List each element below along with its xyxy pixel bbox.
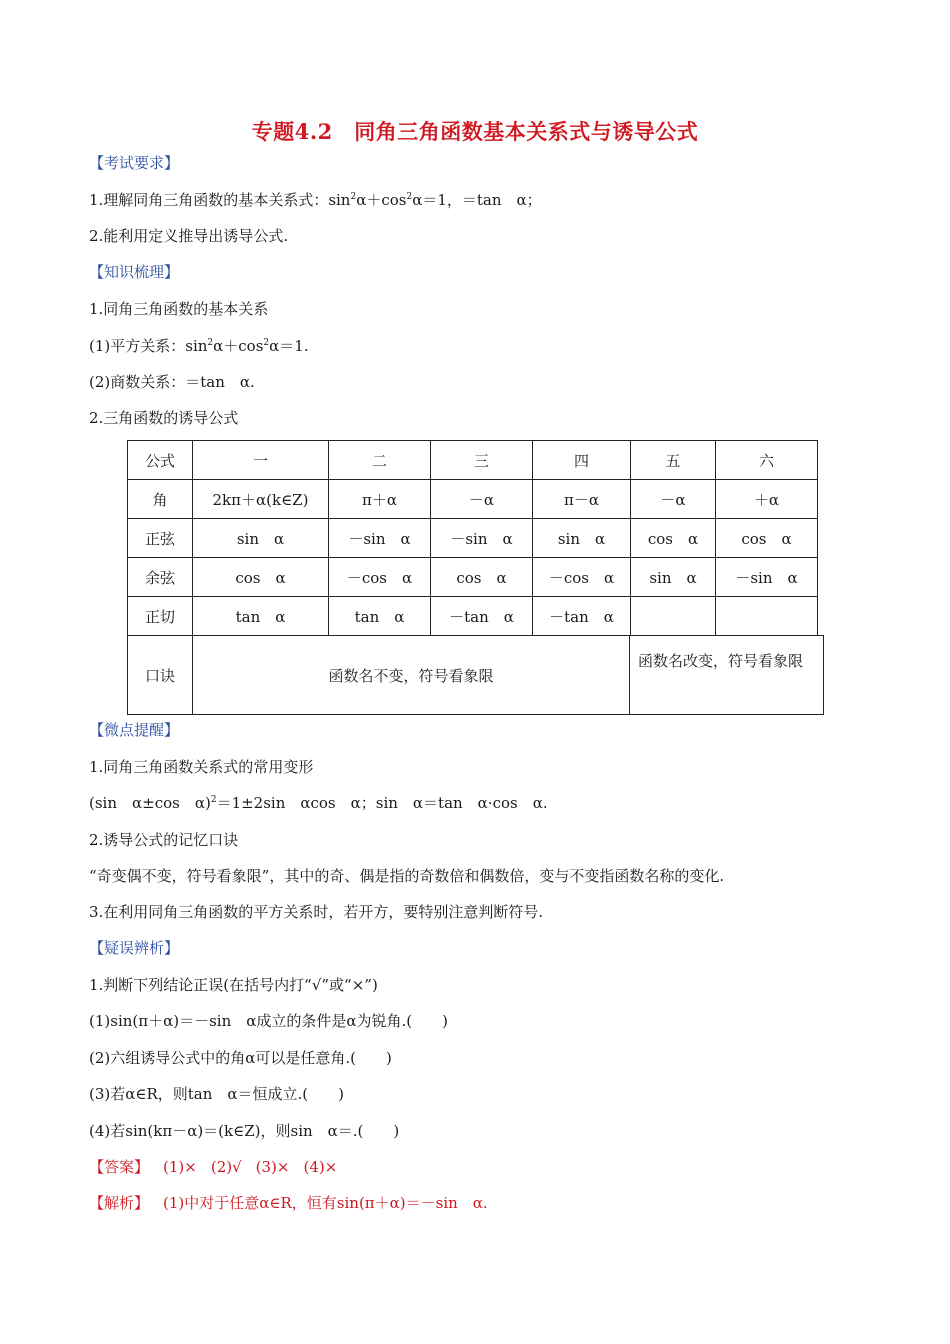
table-cell: 2kπ＋α(k∈Z) <box>193 480 329 519</box>
table-cell: sin α <box>193 519 329 558</box>
confusion-item-1: 1.判断下列结论正误(在括号内打“√”或“×”) <box>89 976 378 994</box>
table-cell: cos α <box>431 558 533 597</box>
table-cell <box>716 597 818 636</box>
section-confusion: 【疑误辨析】 <box>89 939 180 957</box>
answer-item: (2)√ <box>210 1158 242 1176</box>
table-cell: 余弦 <box>128 558 193 597</box>
section-knowledge: 【知识梳理】 <box>89 263 180 281</box>
exam-item-1: 1.理解同角三角函数的基本关系式：$\sin^2\alpha+\cos^2\alpha=1$，＝tan α； <box>89 191 542 209</box>
table-cell: 六 <box>716 441 818 480</box>
table-cell <box>631 597 716 636</box>
table-cell: cos α <box>716 519 818 558</box>
confusion-item-3: (2)六组诱导公式中的角α可以是任意角.( ) <box>89 1049 392 1067</box>
tips-item-3: 2.诱导公式的记忆口诀 <box>89 831 239 849</box>
tips-item-4: “奇变偶不变，符号看象限”，其中的奇、偶是指的奇数倍和偶数倍，变与不变指函数名称的变化. <box>89 867 725 885</box>
table-cell: tan α <box>329 597 431 636</box>
table-cell: －α <box>631 480 716 519</box>
mnemonic-unchanged: 函数名不变，符号看象限 <box>193 636 630 714</box>
table-cell: －sin α <box>716 558 818 597</box>
table-cell: 一 <box>193 441 329 480</box>
confusion-item-5: (4)若sin(kπ－α)＝(k∈Z)，则sin α＝.( ) <box>89 1122 400 1140</box>
table-row <box>128 519 818 558</box>
table-cell: 四 <box>533 441 631 480</box>
table-cell: cos α <box>193 558 329 597</box>
table-cell: ＋α <box>716 480 818 519</box>
table-cell: π－α <box>533 480 631 519</box>
table-cell: －tan α <box>533 597 631 636</box>
table-cell: －cos α <box>533 558 631 597</box>
answer-item: (1)× <box>163 1158 197 1176</box>
knowledge-item-3: (2)商数关系：＝tan α. <box>89 373 255 391</box>
mnemonic-label: 口诀 <box>128 636 193 714</box>
table-cell: －tan α <box>431 597 533 636</box>
table-header-row <box>128 441 818 480</box>
analysis-line <box>89 1193 488 1213</box>
section-exam-requirements: 【考试要求】 <box>89 154 180 172</box>
mnemonic-changed: 函数名改变，符号看象限 <box>638 652 804 670</box>
answer-item: (3)× <box>255 1158 290 1176</box>
table-row <box>128 558 818 597</box>
table-cell: －sin α <box>329 519 431 558</box>
table-cell: sin α <box>533 519 631 558</box>
confusion-item-4: (3)若α∈R，则tan α＝恒成立.( ) <box>89 1085 345 1103</box>
table-cell: 正弦 <box>128 519 193 558</box>
table-cell: －cos α <box>329 558 431 597</box>
table-cell: 三 <box>431 441 533 480</box>
analysis-label: 【解析】 <box>89 1194 150 1212</box>
analysis-text: (1)中对于任意α∈R，恒有sin(π＋α)＝－sin α. <box>163 1194 488 1212</box>
table-cell: 正切 <box>128 597 193 636</box>
table-cell: －α <box>431 480 533 519</box>
answer-line <box>89 1157 337 1177</box>
induction-formula-table <box>127 440 818 636</box>
section-tips: 【微点提醒】 <box>89 721 180 739</box>
answer-item: (4)× <box>303 1158 338 1176</box>
knowledge-item-4: 2.三角函数的诱导公式 <box>89 409 239 427</box>
knowledge-item-2: (1)平方关系：$\sin^2\alpha+\cos^2\alpha=1$. <box>89 337 309 355</box>
tips-item-1: 1.同角三角函数关系式的常用变形 <box>89 758 314 776</box>
confusion-item-2: (1)sin(π＋α)＝－sin α成立的条件是α为锐角.( ) <box>89 1012 448 1030</box>
exam-item-2: 2.能利用定义推导出诱导公式. <box>89 227 289 245</box>
table-cell: －sin α <box>431 519 533 558</box>
page-title: 专题4.2 同角三角函数基本关系式与诱导公式 <box>251 119 699 144</box>
table-row <box>128 480 818 519</box>
table-cell: 二 <box>329 441 431 480</box>
mnemonic-row <box>127 635 824 715</box>
table-cell: sin α <box>631 558 716 597</box>
knowledge-item-1: 1.同角三角函数的基本关系 <box>89 300 269 318</box>
table-cell: π＋α <box>329 480 431 519</box>
answer-label: 【答案】 <box>89 1158 150 1176</box>
table-cell: 公式 <box>128 441 193 480</box>
tips-item-2: (sin α±cos α)$^2$＝1±2sin αcos α；sin α＝tan α·cos α. <box>89 794 548 812</box>
table-cell: tan α <box>193 597 329 636</box>
table-cell: 五 <box>631 441 716 480</box>
tips-item-5: 3.在利用同角三角函数的平方关系时，若开方，要特别注意判断符号. <box>89 903 544 921</box>
table-row <box>128 597 818 636</box>
table-cell: cos α <box>631 519 716 558</box>
table-cell: 角 <box>128 480 193 519</box>
